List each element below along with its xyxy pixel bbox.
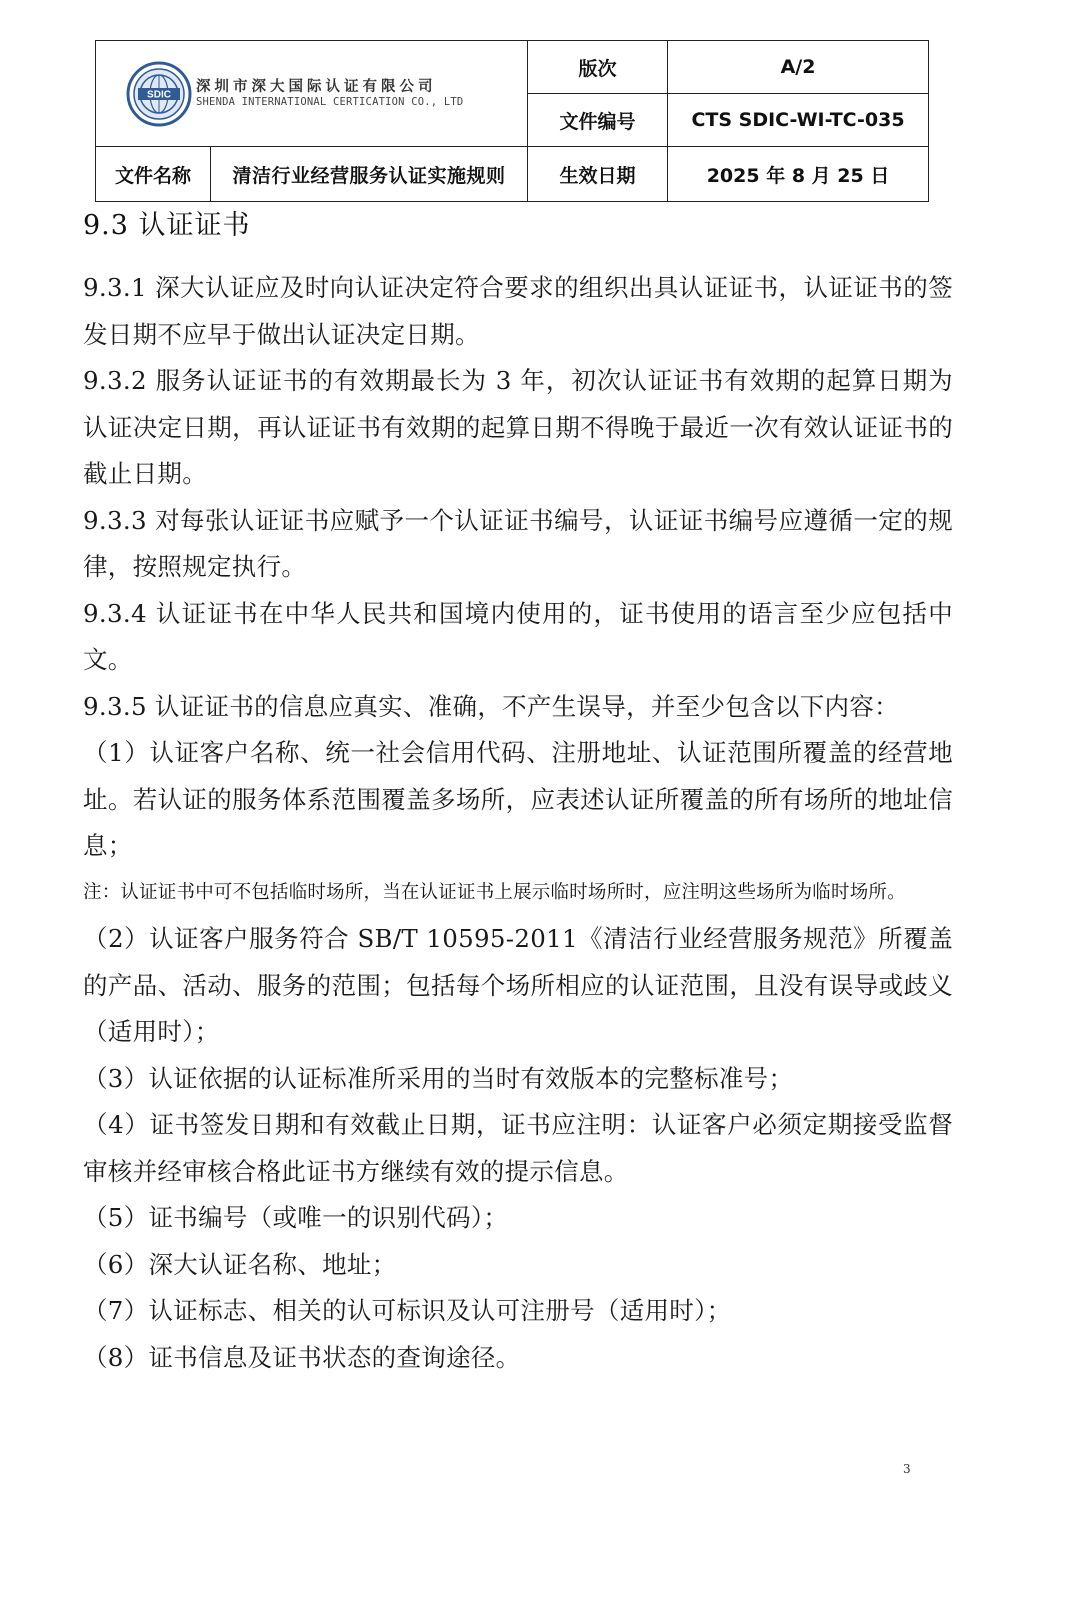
page-number: 3 [903, 1462, 911, 1476]
document-header-table [95, 40, 929, 202]
list-item-1: （1）认证客户名称、统一社会信用代码、注册地址、认证范围所覆盖的经营地址。若认证的服务体系范围覆盖多场所，应表述认证所覆盖的所有场所的地址信息； [83, 738, 953, 860]
list-item-7: （7）认证标志、相关的认可标识及认可注册号（适用时）； [83, 1296, 732, 1325]
list-item-3: （3）认证依据的认证标准所采用的当时有效版本的完整标准号； [83, 1063, 794, 1093]
company-logo-cell [96, 41, 528, 147]
section-title: 9.3 认证证书 [83, 210, 251, 241]
list-item-8: （8）证书信息及证书状态的查询途径。 [83, 1342, 521, 1372]
clause-9-3-5: 9.3.5 认证证书的信息应真实、准确，不产生误导，并至少包含以下内容： [83, 691, 899, 721]
clause-9-3-4: 9.3.4 认证证书在中华人民共和国境内使用的，证书使用的语言至少应包括中文。 [83, 598, 953, 674]
clause-9-3-3: 9.3.3 对每张认证证书应赋予一个认证证书编号，认证证书编号应遵循一定的规律，按照规定执行。 [83, 505, 953, 581]
company-seal-logo-icon [126, 61, 192, 127]
clause-9-3-1: 9.3.1 深大认证应及时向认证决定符合要求的组织出具认证证书，认证证书的签发日期不应早于做出认证决定日期。 [83, 273, 953, 349]
version-value: A/2 [668, 41, 929, 94]
effective-date-value: 2025 年 8 月 25 日 [668, 147, 929, 202]
section-body [83, 265, 953, 1381]
doc-name-value: 清洁行业经营服务认证实施规则 [211, 147, 528, 202]
list-item-5: （5）证书编号（或唯一的识别代码）； [83, 1203, 509, 1232]
list-item-4: （4）证书签发日期和有效截止日期，证书应注明：认证客户必须定期接受监督审核并经审核合格此证书方继续有效的提示信息。 [83, 1110, 953, 1186]
list-item-6: （6）深大认证名称、地址； [83, 1249, 397, 1279]
clause-9-3-2: 9.3.2 服务认证证书的有效期最长为 3 年，初次认证证书有效期的起算日期为认证决定日期，再认证证书有效期的起算日期不得晚于最近一次有效认证证书的截止日期。 [83, 366, 953, 488]
company-name-en: SHENDA INTERNATIONAL CERTICATION CO., LTD [196, 96, 464, 108]
note-temporary-sites: 注：认证证书中可不包括临时场所，当在认证证书上展示临时场所时，应注明这些场所为临时场所。 [83, 881, 906, 903]
doc-number-label: 文件编号 [528, 94, 668, 147]
company-name-cn: 深圳市深大国际认证有限公司 [196, 78, 437, 95]
effective-date-label: 生效日期 [528, 147, 668, 202]
doc-name-label: 文件名称 [96, 147, 211, 202]
version-label: 版次 [528, 41, 668, 94]
svg-text:SDIC: SDIC [147, 89, 171, 100]
list-item-2: （2）认证客户服务符合 SB/T 10595-2011《清洁行业经营服务规范》所覆盖的产品、活动、服务的范围；包括每个场所相应的认证范围，且没有误导或歧义（适用时）； [83, 924, 953, 1046]
doc-number-value: CTS SDIC-WI-TC-035 [668, 94, 929, 147]
